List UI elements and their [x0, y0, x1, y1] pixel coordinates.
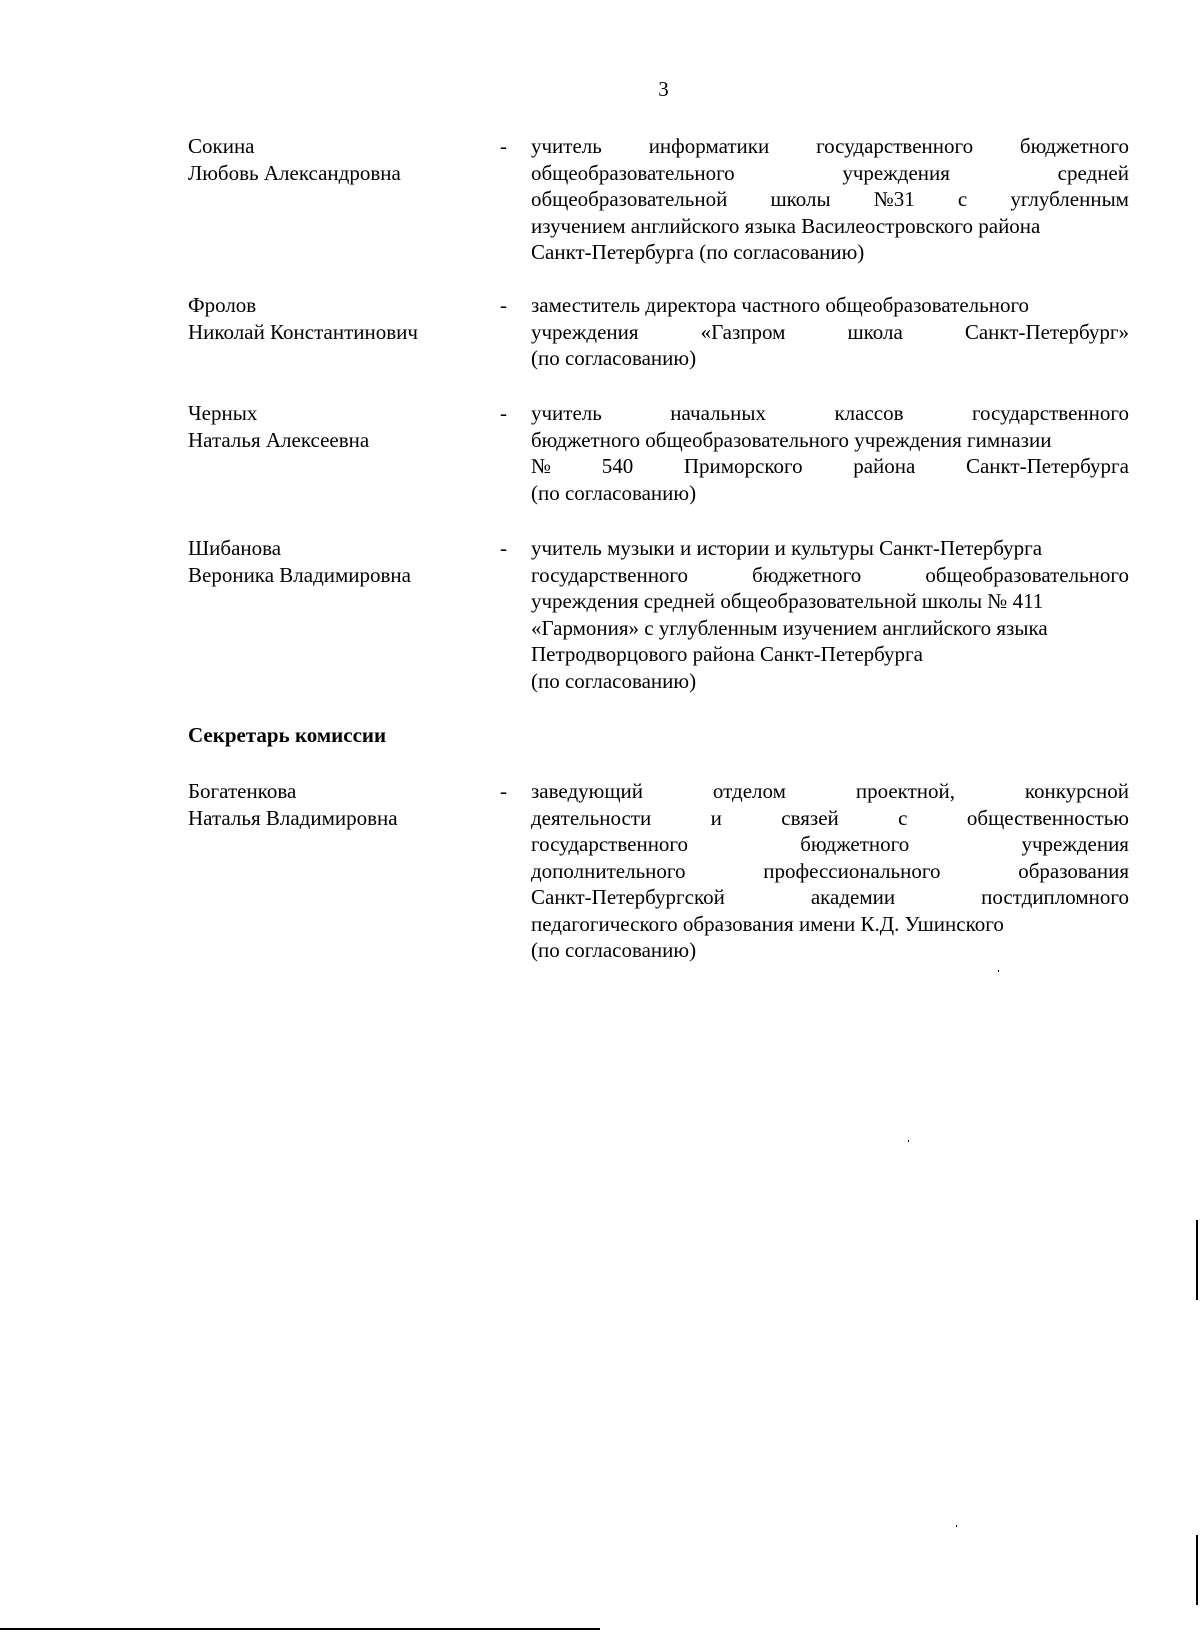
word: государственного	[971, 401, 1129, 425]
position-line: (по согласованию)	[531, 346, 697, 370]
position-line: учитель музыки и истории и культуры Санкт-Петербурга	[531, 536, 1043, 560]
position-line	[531, 453, 1129, 480]
word: деятельности	[531, 805, 652, 830]
scan-edge-mark	[1196, 1220, 1198, 1300]
position-line	[531, 160, 1129, 187]
word: учреждения	[842, 160, 950, 185]
scan-edge-mark	[1196, 1535, 1198, 1605]
word: Приморского	[683, 454, 803, 478]
word: академии	[810, 885, 896, 909]
word: Санкт-Петербурга	[965, 454, 1129, 478]
word: Санкт-Петербург»	[964, 319, 1129, 344]
position-line	[531, 831, 1129, 858]
member-surname: Шибанова	[188, 536, 282, 560]
word: с	[898, 805, 908, 830]
member-surname: Фролов	[188, 293, 257, 317]
page-number: 3	[658, 77, 669, 101]
word: и	[710, 805, 722, 830]
secretary-position	[531, 778, 1129, 964]
position-line: (по согласованию)	[531, 668, 697, 693]
position-line	[531, 884, 1129, 911]
word: заведующий	[531, 779, 643, 803]
member-position	[531, 400, 1129, 506]
word: общеобразовательного	[531, 160, 735, 185]
word: 540	[601, 454, 634, 478]
position-line: Петродворцового района Санкт-Петербурга	[531, 642, 923, 666]
word: №31	[873, 187, 915, 211]
word: общественностью	[966, 805, 1129, 830]
position-line: «Гармония» с углубленным изучением английского языка	[531, 615, 1048, 640]
word: информатики	[648, 134, 770, 158]
word: учреждения	[531, 319, 639, 344]
scan-edge-mark	[0, 1628, 600, 1630]
scan-dust-mark	[956, 1525, 957, 1527]
word: государственного	[816, 134, 974, 158]
word: общеобразовательной	[531, 187, 728, 211]
word: общеобразовательного	[925, 562, 1129, 587]
position-line: учреждения средней общеобразовательной школы № 411	[531, 589, 1044, 613]
word: углубленным	[1010, 187, 1129, 211]
word: школа	[847, 319, 903, 344]
word: начальных	[670, 401, 766, 425]
member-position	[531, 133, 1129, 266]
word: учитель	[531, 134, 602, 158]
member-name	[188, 535, 488, 588]
word: постдипломного	[981, 885, 1129, 909]
word: дополнительного	[531, 858, 686, 883]
separator-dash: -	[500, 401, 507, 425]
position-line	[531, 562, 1129, 589]
member-name	[188, 292, 488, 345]
word: отделом	[712, 779, 786, 803]
separator-dash: -	[500, 536, 507, 560]
position-line	[531, 858, 1129, 885]
secretary-given-names: Наталья Владимировна	[188, 805, 398, 830]
position-line: изучением английского языка Василеостровского района	[531, 213, 1041, 238]
scan-dust-mark	[998, 970, 999, 972]
member-given-names: Наталья Алексеевна	[188, 427, 370, 452]
scan-dust-mark	[908, 1140, 909, 1142]
position-line: (по согласованию)	[531, 480, 697, 505]
member-given-names: Вероника Владимировна	[188, 562, 411, 587]
member-position	[531, 535, 1129, 694]
member-given-names: Николай Константинович	[188, 319, 418, 344]
member-surname: Сокина	[188, 134, 255, 158]
word: бюджетного	[800, 832, 910, 856]
word: бюджетного	[1019, 134, 1129, 158]
word: средней	[1057, 160, 1129, 185]
word: учитель	[531, 401, 602, 425]
word: Санкт-Петербургской	[531, 885, 725, 909]
member-name	[188, 133, 488, 186]
member-position	[531, 292, 1129, 372]
position-line	[531, 319, 1129, 346]
word: классов	[834, 401, 904, 425]
member-surname: Черных	[188, 401, 258, 425]
position-line: заместитель директора частного общеобразовательного	[531, 293, 1030, 317]
word: «Газпром	[700, 319, 786, 344]
position-line	[531, 805, 1129, 832]
word: профессионального	[763, 858, 941, 883]
word: государственного	[531, 562, 689, 587]
word: конкурсной	[1024, 779, 1129, 803]
position-line: педагогического образования имени К.Д. Ушинского	[531, 911, 1004, 936]
section-heading: Секретарь комиссии	[188, 723, 387, 747]
word: №	[531, 454, 552, 478]
position-line: бюджетного общеобразовательного учреждения гимназии	[531, 427, 1052, 452]
word: с	[957, 187, 968, 211]
position-line	[531, 186, 1129, 213]
word: образования	[1018, 858, 1129, 883]
separator-dash: -	[500, 134, 507, 158]
position-line: (по согласованию)	[531, 938, 697, 962]
word: школы	[770, 187, 831, 211]
word: связей	[781, 805, 839, 830]
position-line	[531, 778, 1129, 805]
position-line	[531, 400, 1129, 427]
position-line: Санкт-Петербурга (по согласованию)	[531, 240, 865, 264]
separator-dash: -	[500, 779, 507, 803]
word: государственного	[531, 832, 689, 856]
secretary-name	[188, 778, 488, 831]
member-given-names: Любовь Александровна	[188, 160, 401, 185]
word: учреждения	[1021, 832, 1129, 856]
position-line	[531, 133, 1129, 160]
member-name	[188, 400, 488, 453]
word: района	[853, 454, 916, 478]
word: проектной,	[855, 779, 955, 803]
secretary-surname: Богатенкова	[188, 779, 297, 803]
word: бюджетного	[752, 562, 862, 587]
separator-dash: -	[500, 293, 507, 317]
